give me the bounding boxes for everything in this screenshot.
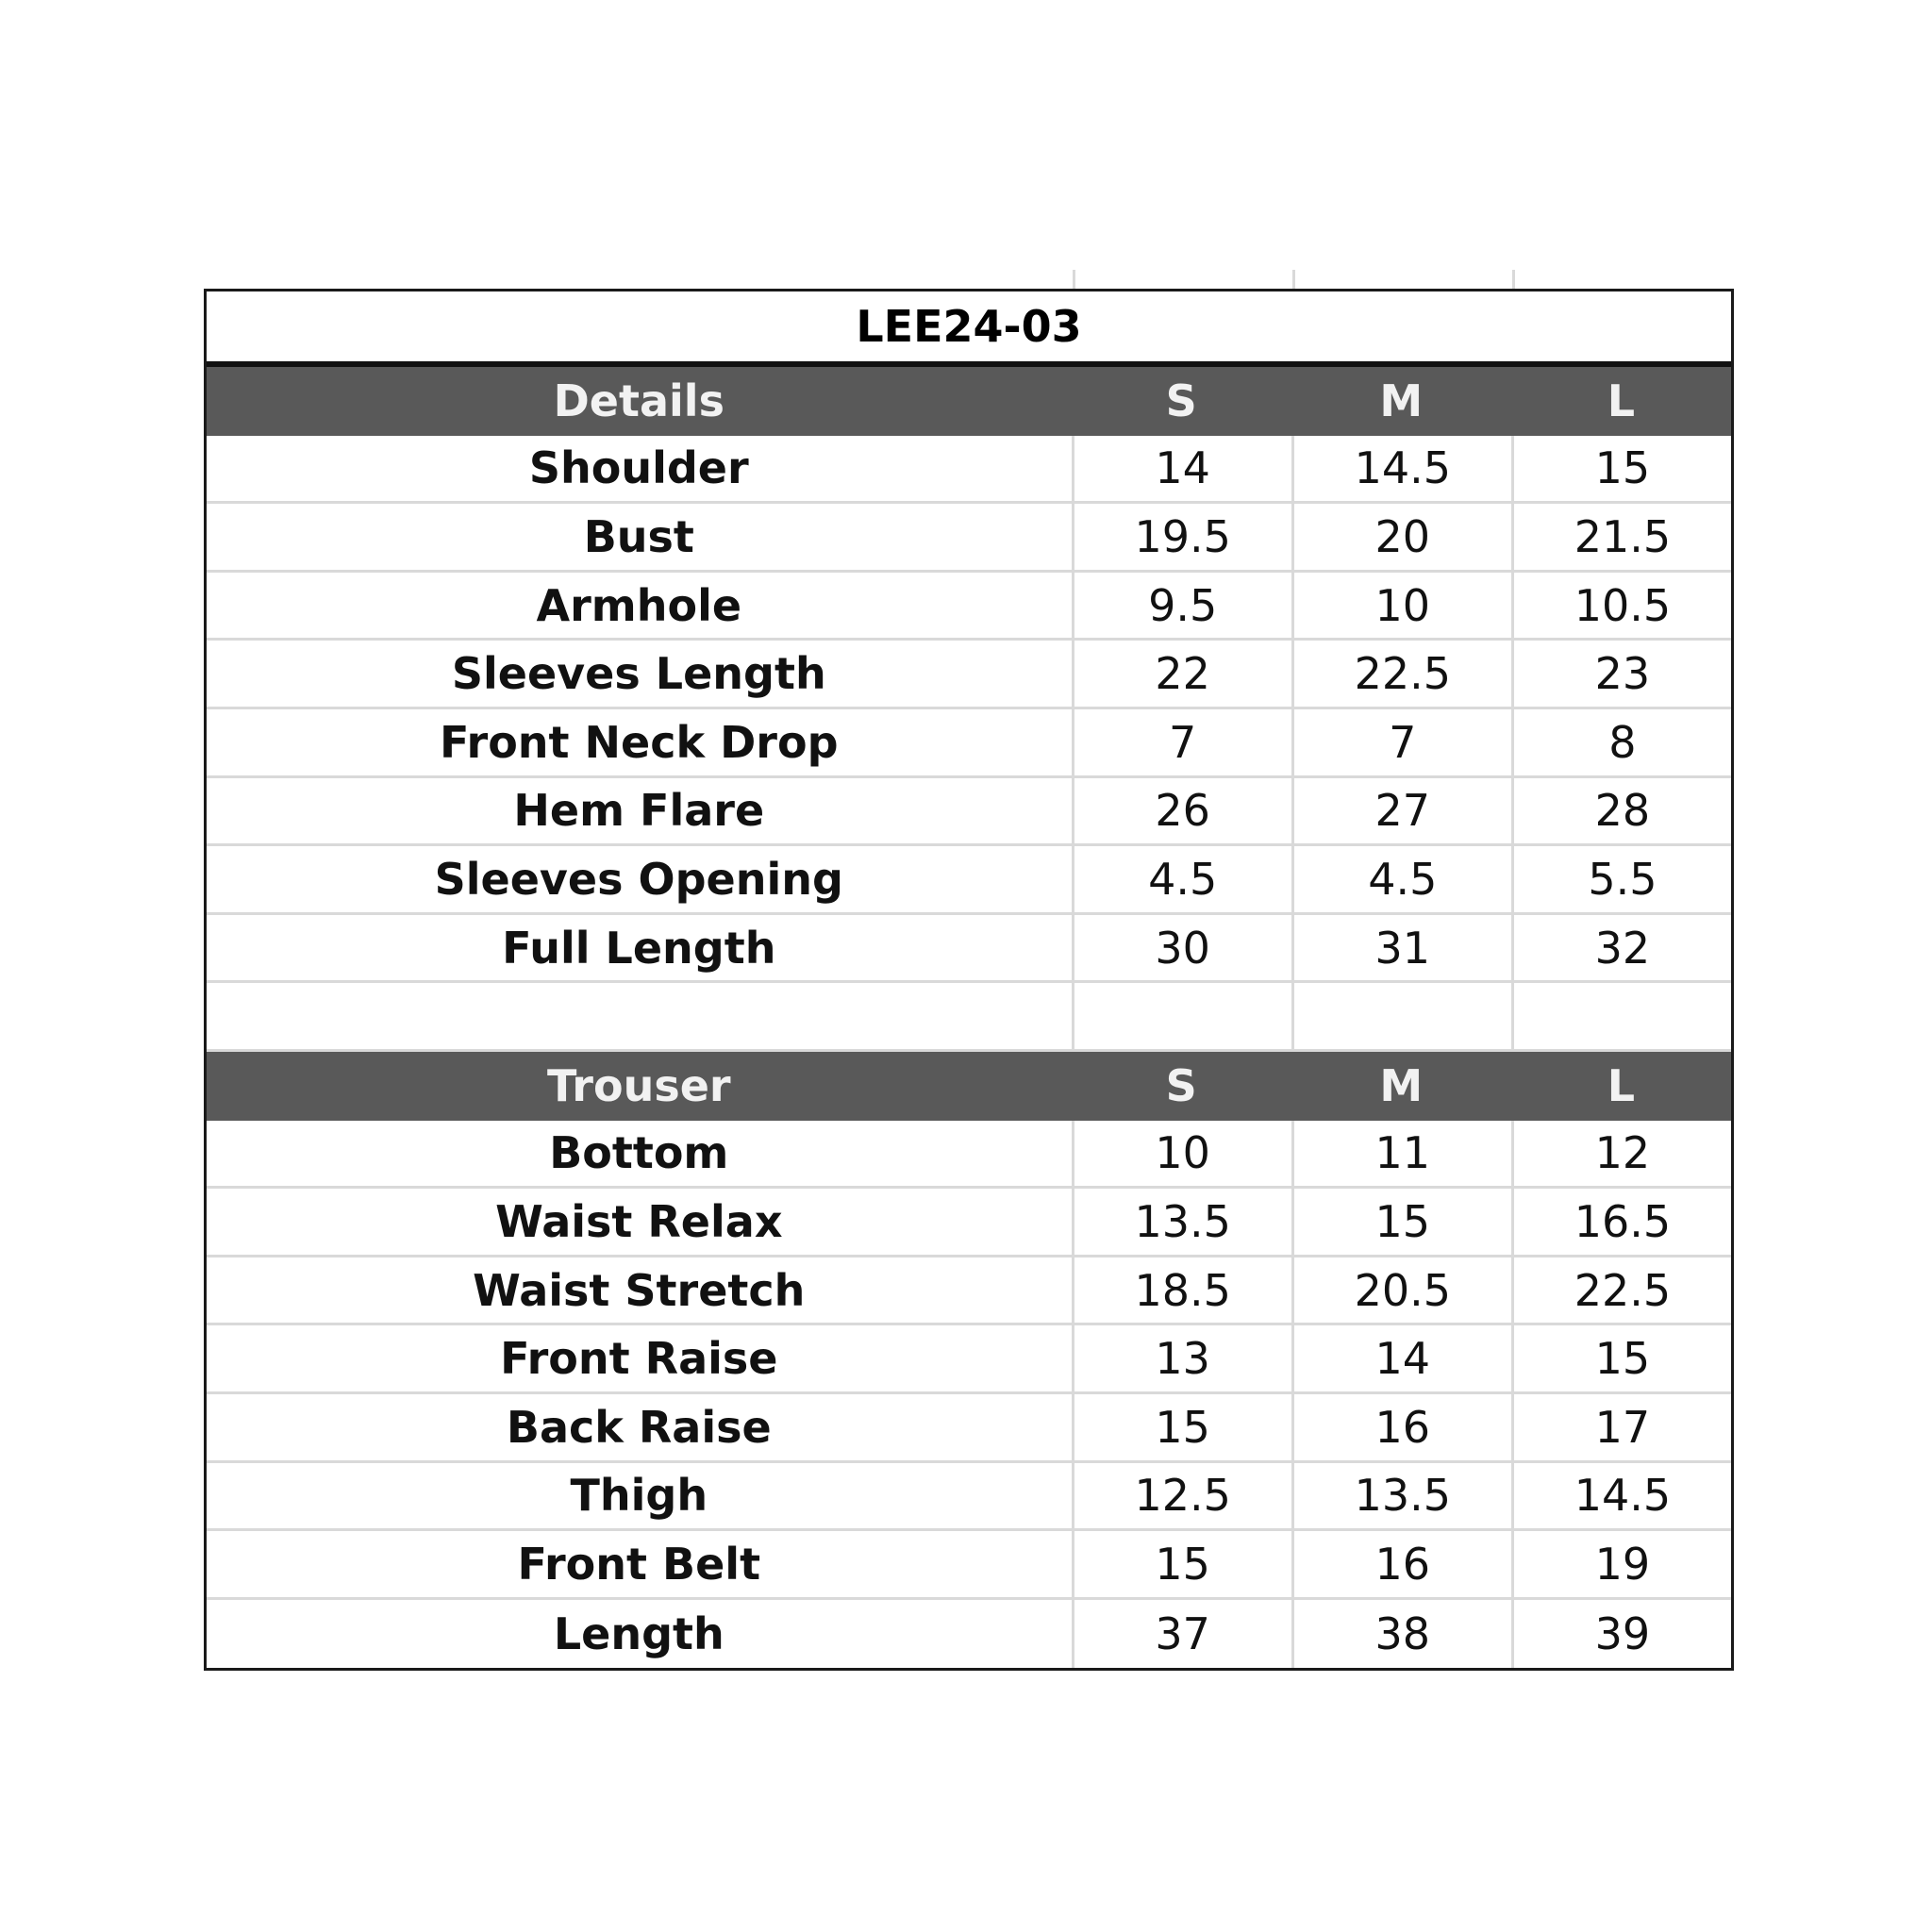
size-s-header: S <box>1165 375 1197 427</box>
blank-cell <box>1291 983 1511 1049</box>
value-m: 16 <box>1291 1394 1511 1460</box>
value-m: 22.5 <box>1291 641 1511 707</box>
table-row <box>207 915 1731 984</box>
value-l: 21.5 <box>1511 504 1731 570</box>
size-l-header: L <box>1607 1060 1636 1112</box>
value-l: 16.5 <box>1511 1189 1731 1255</box>
trouser-header-row <box>207 1052 1731 1121</box>
table-row <box>207 1600 1731 1669</box>
value-m: 14.5 <box>1291 436 1511 502</box>
value-l: 8 <box>1511 709 1731 775</box>
value-s: 12.5 <box>1072 1463 1291 1529</box>
value-m: 31 <box>1291 915 1511 981</box>
size-s-header: S <box>1165 1060 1197 1112</box>
table-row <box>207 1121 1731 1190</box>
value-l: 15 <box>1511 1325 1731 1391</box>
value-s: 13 <box>1072 1325 1291 1391</box>
details-header-row <box>207 367 1731 436</box>
row-label: Hem Flare <box>513 785 765 837</box>
value-s: 26 <box>1072 778 1291 844</box>
size-chart-table <box>204 289 1734 1671</box>
value-s: 7 <box>1072 709 1291 775</box>
table-row <box>207 846 1731 915</box>
blank-row <box>207 983 1731 1052</box>
details-header-label: Details <box>553 375 724 427</box>
row-label: Thigh <box>570 1470 708 1522</box>
blank-cell <box>207 983 1072 1049</box>
row-label: Sleeves Length <box>451 648 826 700</box>
value-s: 22 <box>1072 641 1291 707</box>
table-row <box>207 641 1731 709</box>
trouser-header-label: Trouser <box>546 1060 731 1112</box>
value-m: 27 <box>1291 778 1511 844</box>
value-m: 20.5 <box>1291 1257 1511 1324</box>
row-label: Sleeves Opening <box>434 853 843 905</box>
value-s: 14 <box>1072 436 1291 502</box>
table-row <box>207 504 1731 573</box>
value-m: 16 <box>1291 1531 1511 1597</box>
value-m: 14 <box>1291 1325 1511 1391</box>
value-l: 15 <box>1511 436 1731 502</box>
table-row <box>207 436 1731 505</box>
value-m: 20 <box>1291 504 1511 570</box>
row-label: Shoulder <box>528 442 749 494</box>
value-m: 38 <box>1291 1600 1511 1669</box>
row-label: Full Length <box>502 922 776 974</box>
table-row <box>207 1531 1731 1600</box>
table-row <box>207 1257 1731 1326</box>
value-s: 18.5 <box>1072 1257 1291 1324</box>
table-row <box>207 778 1731 847</box>
value-s: 30 <box>1072 915 1291 981</box>
row-label: Waist Stretch <box>473 1264 806 1316</box>
size-m-header: M <box>1379 1060 1424 1112</box>
table-row <box>207 1463 1731 1532</box>
chart-title: LEE24-03 <box>856 301 1082 352</box>
value-s: 19.5 <box>1072 504 1291 570</box>
value-l: 19 <box>1511 1531 1731 1597</box>
blank-cell <box>1072 983 1291 1049</box>
title-row <box>207 291 1731 367</box>
table-row <box>207 709 1731 778</box>
value-l: 5.5 <box>1511 846 1731 912</box>
row-label: Waist Relax <box>495 1195 783 1247</box>
value-s: 4.5 <box>1072 846 1291 912</box>
value-m: 15 <box>1291 1189 1511 1255</box>
value-m: 11 <box>1291 1121 1511 1187</box>
size-l-header: L <box>1607 375 1636 427</box>
value-l: 23 <box>1511 641 1731 707</box>
table-row <box>207 573 1731 641</box>
value-m: 7 <box>1291 709 1511 775</box>
row-label: Front Raise <box>500 1333 778 1385</box>
value-l: 39 <box>1511 1600 1731 1669</box>
row-label: Bottom <box>549 1127 729 1179</box>
row-label: Back Raise <box>506 1401 772 1453</box>
row-label: Length <box>553 1607 724 1659</box>
row-label: Bust <box>583 510 694 562</box>
size-m-header: M <box>1379 375 1424 427</box>
value-m: 10 <box>1291 573 1511 639</box>
value-s: 10 <box>1072 1121 1291 1187</box>
row-label: Front Belt <box>517 1538 761 1590</box>
row-label: Armhole <box>536 579 742 631</box>
value-l: 22.5 <box>1511 1257 1731 1324</box>
value-s: 15 <box>1072 1394 1291 1460</box>
value-s: 9.5 <box>1072 573 1291 639</box>
value-s: 13.5 <box>1072 1189 1291 1255</box>
value-s: 15 <box>1072 1531 1291 1597</box>
value-l: 10.5 <box>1511 573 1731 639</box>
value-m: 4.5 <box>1291 846 1511 912</box>
value-l: 28 <box>1511 778 1731 844</box>
table-row <box>207 1325 1731 1394</box>
value-l: 32 <box>1511 915 1731 981</box>
value-l: 17 <box>1511 1394 1731 1460</box>
blank-cell <box>1511 983 1731 1049</box>
value-l: 14.5 <box>1511 1463 1731 1529</box>
value-l: 12 <box>1511 1121 1731 1187</box>
table-row <box>207 1189 1731 1257</box>
table-row <box>207 1394 1731 1463</box>
value-s: 37 <box>1072 1600 1291 1669</box>
row-label: Front Neck Drop <box>440 716 839 768</box>
value-m: 13.5 <box>1291 1463 1511 1529</box>
